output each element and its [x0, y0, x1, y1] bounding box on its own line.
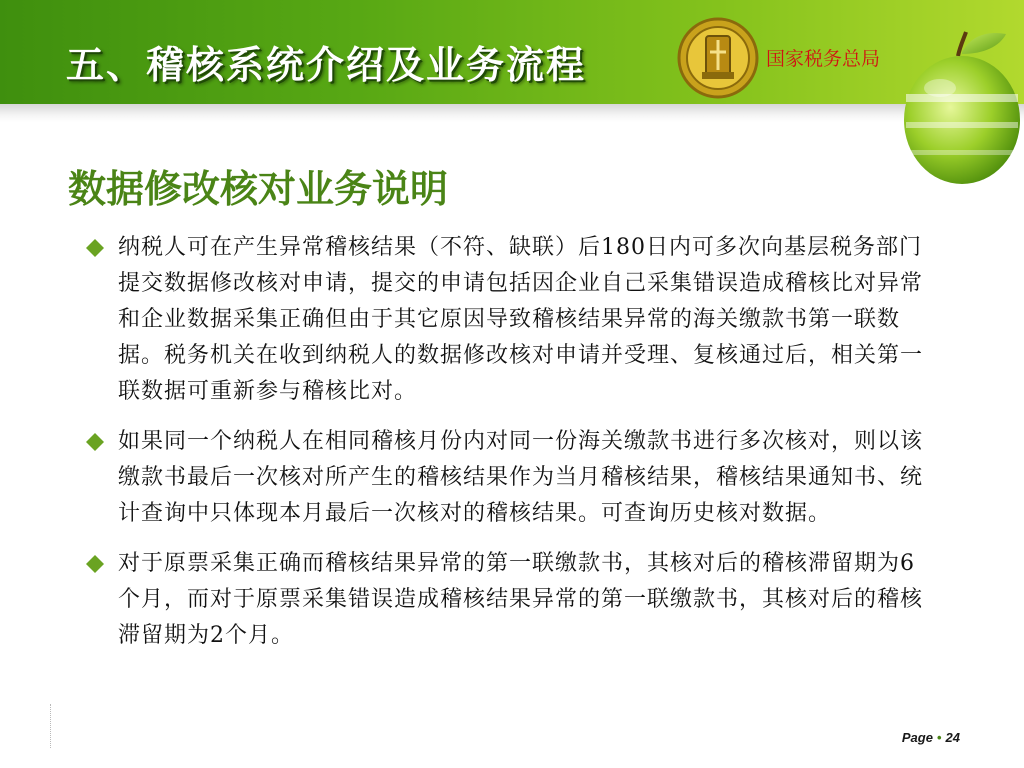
- section-heading: 数据修改核对业务说明: [68, 167, 449, 211]
- bullet-item: [86, 424, 926, 532]
- page-footer: [902, 730, 960, 745]
- diamond-bullet-icon: [86, 433, 104, 451]
- bullet-item: [86, 230, 926, 410]
- bullet-list: [86, 230, 926, 668]
- page-separator: •: [936, 730, 942, 745]
- page-label: Page: [901, 730, 933, 745]
- header-shadow: [0, 104, 1024, 122]
- bullet-item: [86, 546, 926, 654]
- decorative-divider: [50, 704, 51, 748]
- tax-emblem-icon: [676, 16, 760, 100]
- bullet-text: 如果同一个纳税人在相同稽核月份内对同一份海关缴款书进行多次核对，则以该缴款书最后一次核对所产生的稽核结果作为当月稽核结果，稽核结果通知书、统计查询中只体现本月最后一次核对的稽核结果。可查询历史核对数据。: [118, 429, 924, 526]
- page-number: 24: [945, 730, 960, 745]
- slide-title: 五、稽核系统介绍及业务流程: [66, 42, 587, 87]
- organization-name: 国家税务总局: [766, 48, 881, 70]
- diamond-bullet-icon: [86, 555, 104, 573]
- bullet-text: 对于原票采集正确而稽核结果异常的第一联缴款书，其核对后的稽核滞留期为6个月，而对于原票采集错误造成稽核结果异常的第一联缴款书，其核对后的稽核滞留期为2个月。: [118, 551, 924, 648]
- bullet-text: 纳税人可在产生异常稽核结果（不符、缺联）后180日内可多次向基层税务部门提交数据修改核对申请，提交的申请包括因企业自己采集错误造成稽核比对异常和企业数据采集正确但由于其它原因导致稽核结果异常的海关缴款书第一联数据。税务机关在收到纳税人的数据修改核对申请并受理、复核通过后，相关第一联数据可重新参与稽核比对。: [118, 235, 924, 404]
- diamond-bullet-icon: [86, 239, 104, 257]
- green-apple-icon: [900, 24, 1024, 196]
